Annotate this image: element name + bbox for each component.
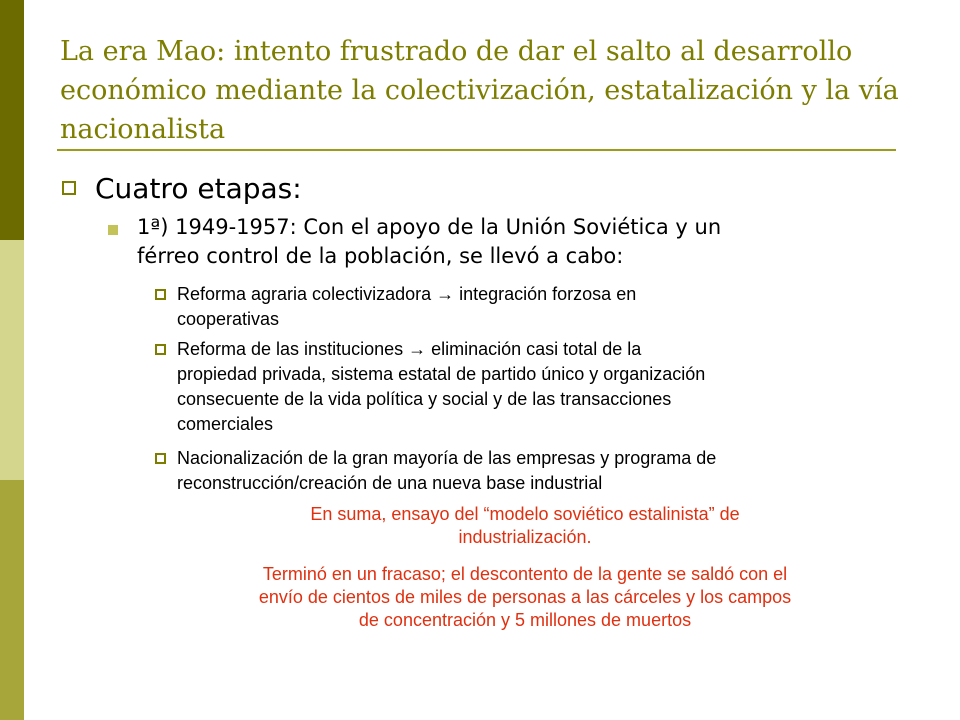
text-line: propiedad privada, sistema estatal de partido único y organización bbox=[177, 364, 706, 384]
text-line: cooperativas bbox=[177, 309, 280, 329]
summary-text bbox=[150, 503, 900, 549]
text-line: 1ª) 1949-1957: Con el apoyo de la Unión Soviética y un bbox=[137, 215, 722, 239]
sidebar-block-middle bbox=[0, 240, 24, 480]
text-line: férreo control de la población, se llevó a cabo: bbox=[137, 244, 624, 268]
sidebar-decoration bbox=[0, 0, 24, 720]
text-line: industrialización. bbox=[458, 527, 592, 547]
bullet-level2-text bbox=[137, 213, 917, 271]
slide-title bbox=[60, 32, 920, 149]
filled-square-bullet-icon bbox=[108, 225, 118, 235]
text-line: En suma, ensayo del “modelo soviético estalinista” de bbox=[310, 504, 740, 524]
text-line: Terminó en un fracaso; el descontento de la gente se saldó con el bbox=[262, 564, 788, 584]
text-line: consecuente de la vida política y social y de las transacciones bbox=[177, 389, 672, 409]
text-line: envío de cientos de miles de personas a las cárceles y los campos bbox=[258, 587, 792, 607]
bullet-level3-text bbox=[177, 337, 897, 437]
text-line: reconstrucción/creación de una nueva base industrial bbox=[177, 473, 603, 493]
square-bullet-icon bbox=[155, 453, 166, 464]
sidebar-block-bottom bbox=[0, 480, 24, 720]
text-line: comerciales bbox=[177, 414, 274, 434]
bullet-level3-text bbox=[177, 446, 897, 496]
conclusion-text bbox=[150, 563, 900, 632]
square-bullet-icon bbox=[155, 344, 166, 355]
bullet-level3-text bbox=[177, 282, 897, 332]
title-divider bbox=[57, 149, 896, 151]
text-line: de concentración y 5 millones de muertos bbox=[358, 610, 692, 630]
title-line: económico mediante la colectivización, estatalización y la vía bbox=[60, 75, 899, 106]
text-line: Reforma de las instituciones → eliminación casi total de la bbox=[177, 339, 642, 359]
title-line: nacionalista bbox=[60, 114, 226, 145]
sidebar-block-top bbox=[0, 0, 24, 240]
bullet-level1-text: Cuatro etapas: bbox=[95, 172, 302, 205]
text-line: Nacionalización de la gran mayoría de las empresas y programa de bbox=[177, 448, 717, 468]
text-line: Reforma agraria colectivizadora → integración forzosa en bbox=[177, 284, 637, 304]
square-bullet-icon bbox=[155, 289, 166, 300]
title-line: La era Mao: intento frustrado de dar el salto al desarrollo bbox=[60, 36, 853, 67]
square-bullet-icon bbox=[62, 181, 76, 195]
